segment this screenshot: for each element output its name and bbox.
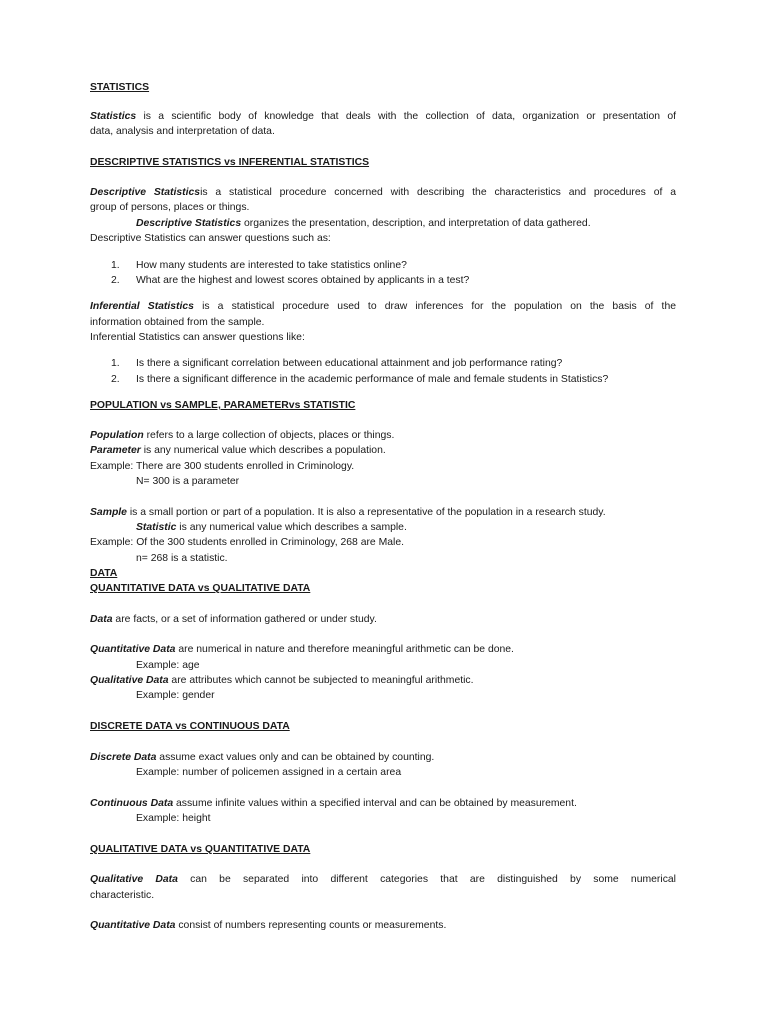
population-example: Example: There are 300 students enrolled in Criminology.	[90, 461, 355, 472]
qualitative-example: Example: gender	[136, 690, 215, 701]
list-number: 2.	[111, 275, 120, 286]
heading-data: DATA	[90, 568, 118, 579]
discrete-example: Example: number of policemen assigned in a certain area	[136, 767, 402, 778]
qualitative-2-definition-line-1: Qualitative Data can be separated into different categories that are distinguished by some numerical	[90, 874, 676, 885]
term-inferential-statistics: Inferential Statistics	[90, 301, 194, 312]
term-statistic: Statistic	[136, 522, 177, 533]
list-item: What are the highest and lowest scores obtained by applicants in a test?	[136, 275, 470, 286]
statistics-definition-line-2: data, analysis and interpretation of data.	[90, 126, 275, 137]
descriptive-definition-line-4: Descriptive Statistics can answer questions such as:	[90, 233, 331, 244]
list-item: Is there a significant difference in the academic performance of male and female students in Statistics?	[136, 374, 609, 385]
sample-definition: Sample is a small portion or part of a population. It is also a representative of the population in a research study.	[90, 507, 606, 518]
term-parameter: Parameter	[90, 445, 141, 456]
list-number: 1.	[111, 260, 120, 271]
discrete-definition: Discrete Data assume exact values only and can be obtained by counting.	[90, 752, 435, 763]
descriptive-definition-line-2: group of persons, places or things.	[90, 202, 250, 213]
list-number: 1.	[111, 358, 120, 369]
qualitative-definition: Qualitative Data are attributes which cannot be subjected to meaningful arithmetic.	[90, 675, 474, 686]
data-definition: Data are facts, or a set of information gathered or under study.	[90, 614, 377, 625]
term-qualitative-data: Qualitative Data	[90, 675, 169, 686]
heading-population-vs-sample: POPULATION vs SAMPLE, PARAMETERvs STATISTIC	[90, 400, 356, 411]
heading-statistics: STATISTICS	[90, 82, 150, 93]
continuous-example: Example: height	[136, 813, 211, 824]
sample-example: Example: Of the 300 students enrolled in Criminology, 268 are Male.	[90, 537, 405, 548]
term-population: Population	[90, 430, 144, 441]
term-continuous-data: Continuous Data	[90, 798, 174, 809]
term-descriptive-statistics: Descriptive Statistics	[90, 187, 201, 198]
term-quantitative-data-2: Quantitative Data	[90, 920, 176, 931]
term-quantitative-data: Quantitative Data	[90, 644, 176, 655]
term-data: Data	[90, 614, 113, 625]
quantitative-2-definition: Quantitative Data consist of numbers representing counts or measurements.	[90, 920, 447, 931]
quantitative-example: Example: age	[136, 660, 200, 671]
continuous-definition: Continuous Data assume infinite values within a specified interval and can be obtained by measurement.	[90, 798, 577, 809]
descriptive-definition-line-3: Descriptive Statistics organizes the presentation, description, and interpretation of data gathered.	[136, 218, 591, 229]
term-qualitative-data-2: Qualitative Data	[90, 874, 178, 885]
list-item: How many students are interested to take statistics online?	[136, 260, 407, 271]
population-example-note: N= 300 is a parameter	[136, 476, 240, 487]
statistic-definition: Statistic is any numerical value which describes a sample.	[136, 522, 407, 533]
population-definition: Population refers to a large collection of objects, places or things.	[90, 430, 395, 441]
heading-qualitative-vs-quantitative: QUALITATIVE DATA vs QUANTITATIVE DATA	[90, 844, 311, 855]
inferential-definition-line-2: information obtained from the sample.	[90, 317, 265, 328]
term-sample: Sample	[90, 507, 127, 518]
statistics-definition-line-1: Statistics is a scientific body of knowledge that deals with the collection of data, organization or presentation of	[90, 111, 676, 122]
qualitative-2-definition-line-2: characteristic.	[90, 890, 155, 901]
descriptive-definition-line-1: Descriptive Statisticsis a statistical procedure concerned with describing the characteristics and procedures of a	[90, 187, 677, 198]
inferential-definition-line-1: Inferential Statistics is a statistical procedure used to draw inferences for the population on the basis of the	[90, 301, 676, 312]
heading-discrete-vs-continuous: DISCRETE DATA vs CONTINUOUS DATA	[90, 721, 290, 732]
inferential-definition-line-3: Inferential Statistics can answer questions like:	[90, 332, 305, 343]
heading-quantitative-vs-qualitative: QUANTITATIVE DATA vs QUALITATIVE DATA	[90, 583, 311, 594]
list-item: Is there a significant correlation between educational attainment and job performance rating?	[136, 358, 563, 369]
heading-descriptive-vs-inferential: DESCRIPTIVE STATISTICS vs INFERENTIAL STATISTICS	[90, 157, 370, 168]
term-discrete-data: Discrete Data	[90, 752, 157, 763]
list-number: 2.	[111, 374, 120, 385]
quantitative-definition: Quantitative Data are numerical in nature and therefore meaningful arithmetic can be done.	[90, 644, 514, 655]
sample-example-note: n= 268 is a statistic.	[136, 553, 228, 564]
term-statistics: Statistics	[90, 111, 137, 122]
parameter-definition: Parameter is any numerical value which describes a population.	[90, 445, 386, 456]
